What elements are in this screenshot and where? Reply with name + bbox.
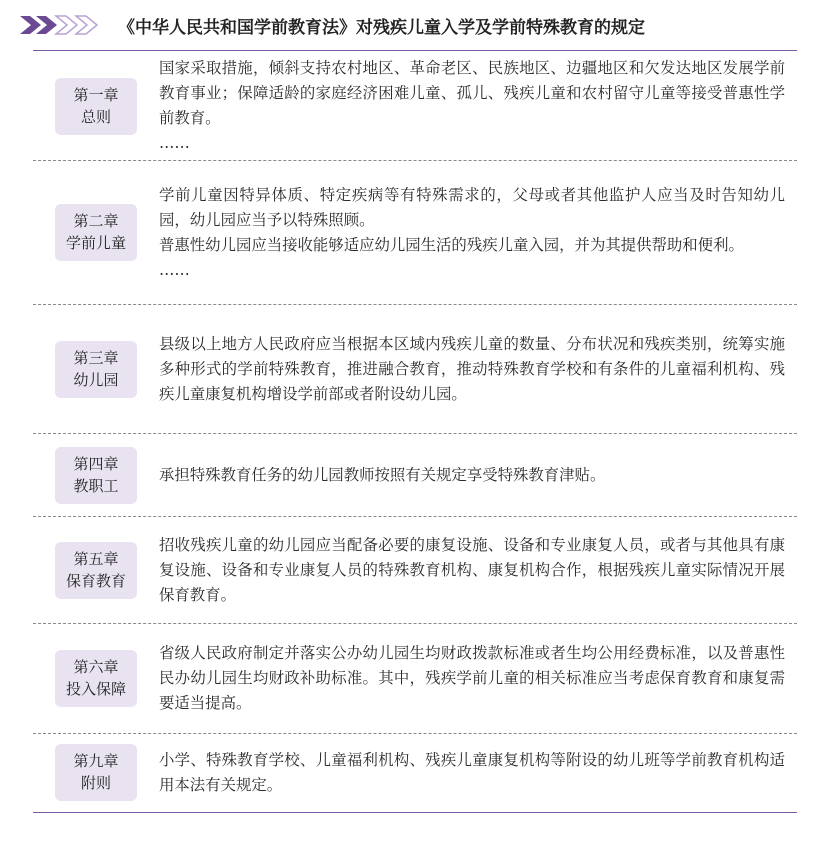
chapter-row [33, 52, 797, 161]
chapter-text [159, 183, 785, 283]
chapter-row [33, 734, 797, 811]
provision-paragraph: 承担特殊教育任务的幼儿园教师按照有关规定享受特殊教育津贴。 [159, 465, 606, 484]
chapter-name: 附则 [80, 774, 111, 792]
chapter-text [159, 56, 785, 156]
bottom-divider [33, 812, 797, 813]
chapter-text [159, 332, 785, 407]
chevron-arrows-icon [20, 14, 112, 36]
chapter-name: 保育教育 [65, 571, 126, 590]
chapter-row [33, 434, 797, 517]
page-title: 《中华人民共和国学前教育法》对残疾儿童入学及学前特殊教育的规定 [118, 17, 645, 38]
chapter-number: 第四章 [73, 454, 119, 473]
chapter-number: 第三章 [73, 348, 119, 367]
chapter-number: 第六章 [73, 658, 119, 676]
chapter-badge [55, 78, 137, 135]
chapter-text [159, 533, 785, 608]
chapter-text [159, 748, 785, 798]
chapter-name: 总则 [80, 107, 111, 126]
chapter-row [33, 517, 797, 624]
chapter-badge [55, 542, 137, 599]
chapter-name: 投入保障 [65, 680, 126, 698]
chapter-badge [55, 204, 137, 261]
chapter-name: 幼儿园 [73, 370, 119, 389]
chapter-table [33, 52, 797, 811]
provision-paragraph: 省级人民政府制定并落实公办幼儿园生均财政拨款标准或者生均公用经费标准，以及普惠性民办幼儿园生均财政补助标准。其中，残疾学前儿童的相关标准应当考虑保育教育和康复需要适当提高。 [159, 644, 785, 712]
ellipsis: …… [159, 260, 190, 279]
chapter-badge [55, 650, 137, 707]
ellipsis: …… [159, 134, 190, 152]
provision-paragraph: 小学、特殊教育学校、儿童福利机构、残疾儿童康复机构等附设的幼儿班等学前教育机构适用本法有关规定。 [159, 750, 785, 794]
chapter-name: 学前儿童 [65, 234, 126, 252]
chapter-number: 第二章 [73, 212, 119, 230]
chapter-text [159, 641, 785, 716]
chapter-number: 第九章 [73, 752, 119, 770]
chapter-badge [55, 744, 137, 801]
chapter-number: 第一章 [73, 85, 119, 104]
provision-paragraph: 普惠性幼儿园应当接收能够适应幼儿园生活的残疾儿童入园，并为其提供帮助和便利。 [159, 235, 744, 254]
chapter-row [33, 161, 797, 305]
provision-paragraph: 学前儿童因特异体质、特定疾病等有特殊需求的，父母或者其他监护人应当及时告知幼儿园，幼儿园应当予以特殊照顾。 [159, 185, 785, 229]
chapter-row [33, 305, 797, 434]
chapter-text [159, 463, 785, 488]
top-divider [33, 50, 797, 51]
chapter-badge [55, 447, 137, 504]
chapter-row [33, 624, 797, 734]
chapter-badge [55, 341, 137, 398]
provision-paragraph: 国家采取措施，倾斜支持农村地区、革命老区、民族地区、边疆地区和欠发达地区发展学前教育事业；保障适龄的家庭经济困难儿童、孤儿、残疾儿童和农村留守儿童等接受普惠性学前教育。 [159, 59, 785, 127]
provision-paragraph: 招收残疾儿童的幼儿园应当配备必要的康复设施、设备和专业康复人员，或者与其他具有康复设施、设备和专业康复人员的特殊教育机构、康复机构合作，根据残疾儿童实际情况开展保育教育。 [159, 535, 785, 604]
document-header [20, 8, 810, 42]
chapter-number: 第五章 [73, 549, 119, 568]
chapter-name: 教职工 [73, 476, 119, 495]
provision-paragraph: 县级以上地方人民政府应当根据本区域内残疾儿童的数量、分布状况和残疾类别，统筹实施多种形式的学前特殊教育，推进融合教育，推动特殊教育学校和有条件的儿童福利机构、残疾儿童康复机构增设学前部或者附设幼儿园。 [159, 334, 785, 403]
